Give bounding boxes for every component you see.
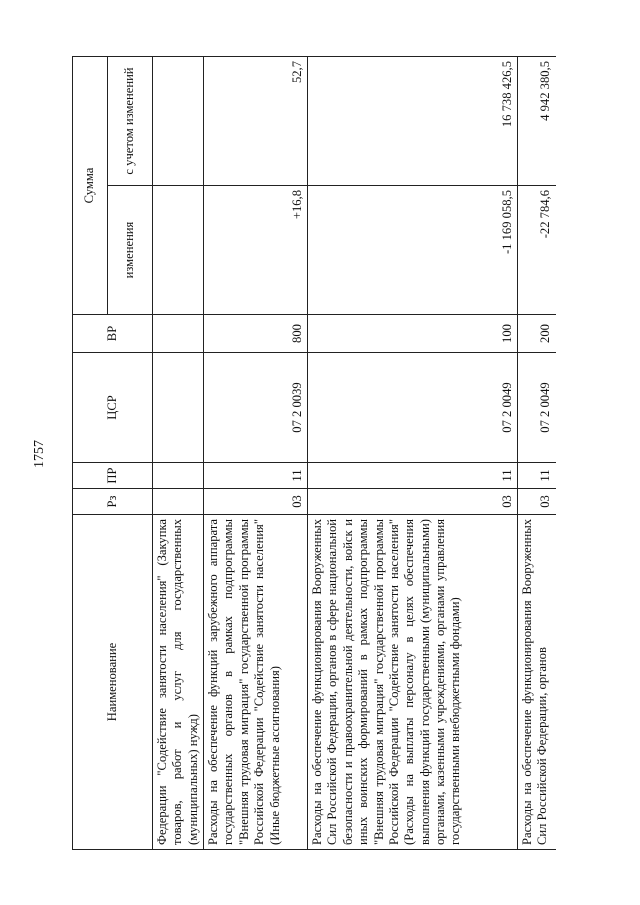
row-name: Расходы на обеспечение функционирования Вооруженных Сил Российской Федерации, органов в сфере национальной безопасности и правоохранительной деятельности, войск и иных воинских формирований в рамках подпрограммы "Внешняя трудовая миграция" государственной программы Российской Федерации "Содействие занятости населения" (Расходы на выплаты персоналу в целях обеспечения выполнения функций государственными (муниципальными) органами, казенными учреждениями, органами управления государственными внебюджетными фондами) — [308, 515, 518, 850]
row-change: +16,8 — [204, 186, 308, 315]
header-sum: Сумма — [73, 56, 108, 314]
header-name: Наименование — [73, 515, 153, 850]
row-name: Расходы на обеспечение функционирования Вооруженных Сил Российской Федерации, органов — [518, 515, 556, 850]
row-rz: 03 — [518, 489, 556, 515]
table-row — [518, 56, 556, 849]
row-change — [153, 186, 204, 315]
row-with-change: 4 942 380,5 — [518, 56, 556, 185]
table-row — [153, 56, 204, 849]
row-rz: 03 — [204, 489, 308, 515]
header-with-change: с учетом изменений — [108, 56, 153, 185]
row-csr: 07 2 0049 — [518, 353, 556, 463]
table-row — [308, 56, 518, 849]
row-change: -22 784,6 — [518, 186, 556, 315]
row-rz — [153, 489, 204, 515]
row-with-change: 16 738 426,5 — [308, 56, 518, 185]
row-name: Расходы на обеспечение функций зарубежного аппарата государственных органов в рамках подпрограммы "Внешняя трудовая миграция" государственной программы Российской Федерации "Содействие занятости населения" (Иные бюджетные ассигнования) — [204, 515, 308, 850]
header-pr: ПР — [73, 463, 153, 489]
row-vr: 200 — [518, 315, 556, 353]
header-rz: Рз — [73, 489, 153, 515]
row-pr — [153, 463, 204, 489]
budget-table-sheet — [72, 57, 573, 850]
row-pr: 11 — [204, 463, 308, 489]
row-csr: 07 2 0049 — [308, 353, 518, 463]
row-vr: 800 — [204, 315, 308, 353]
row-csr: 07 2 0039 — [204, 353, 308, 463]
row-with-change: 52,7 — [204, 56, 308, 185]
header-csr: ЦСР — [73, 353, 153, 463]
header-vr: ВР — [73, 315, 153, 353]
header-change: изменения — [108, 186, 153, 315]
row-vr — [153, 315, 204, 353]
row-name: Федерации "Содействие занятости населения" (Закупка товаров, работ и услуг для государственных (муниципальных) нужд) — [153, 515, 204, 850]
row-change: -1 169 058,5 — [308, 186, 518, 315]
row-vr: 100 — [308, 315, 518, 353]
row-rz: 03 — [308, 489, 518, 515]
table-row — [204, 56, 308, 849]
row-pr: 11 — [308, 463, 518, 489]
page-number: 1757 — [32, 440, 47, 468]
budget-table — [72, 56, 556, 850]
row-pr: 11 — [518, 463, 556, 489]
row-with-change — [153, 56, 204, 185]
row-csr — [153, 353, 204, 463]
